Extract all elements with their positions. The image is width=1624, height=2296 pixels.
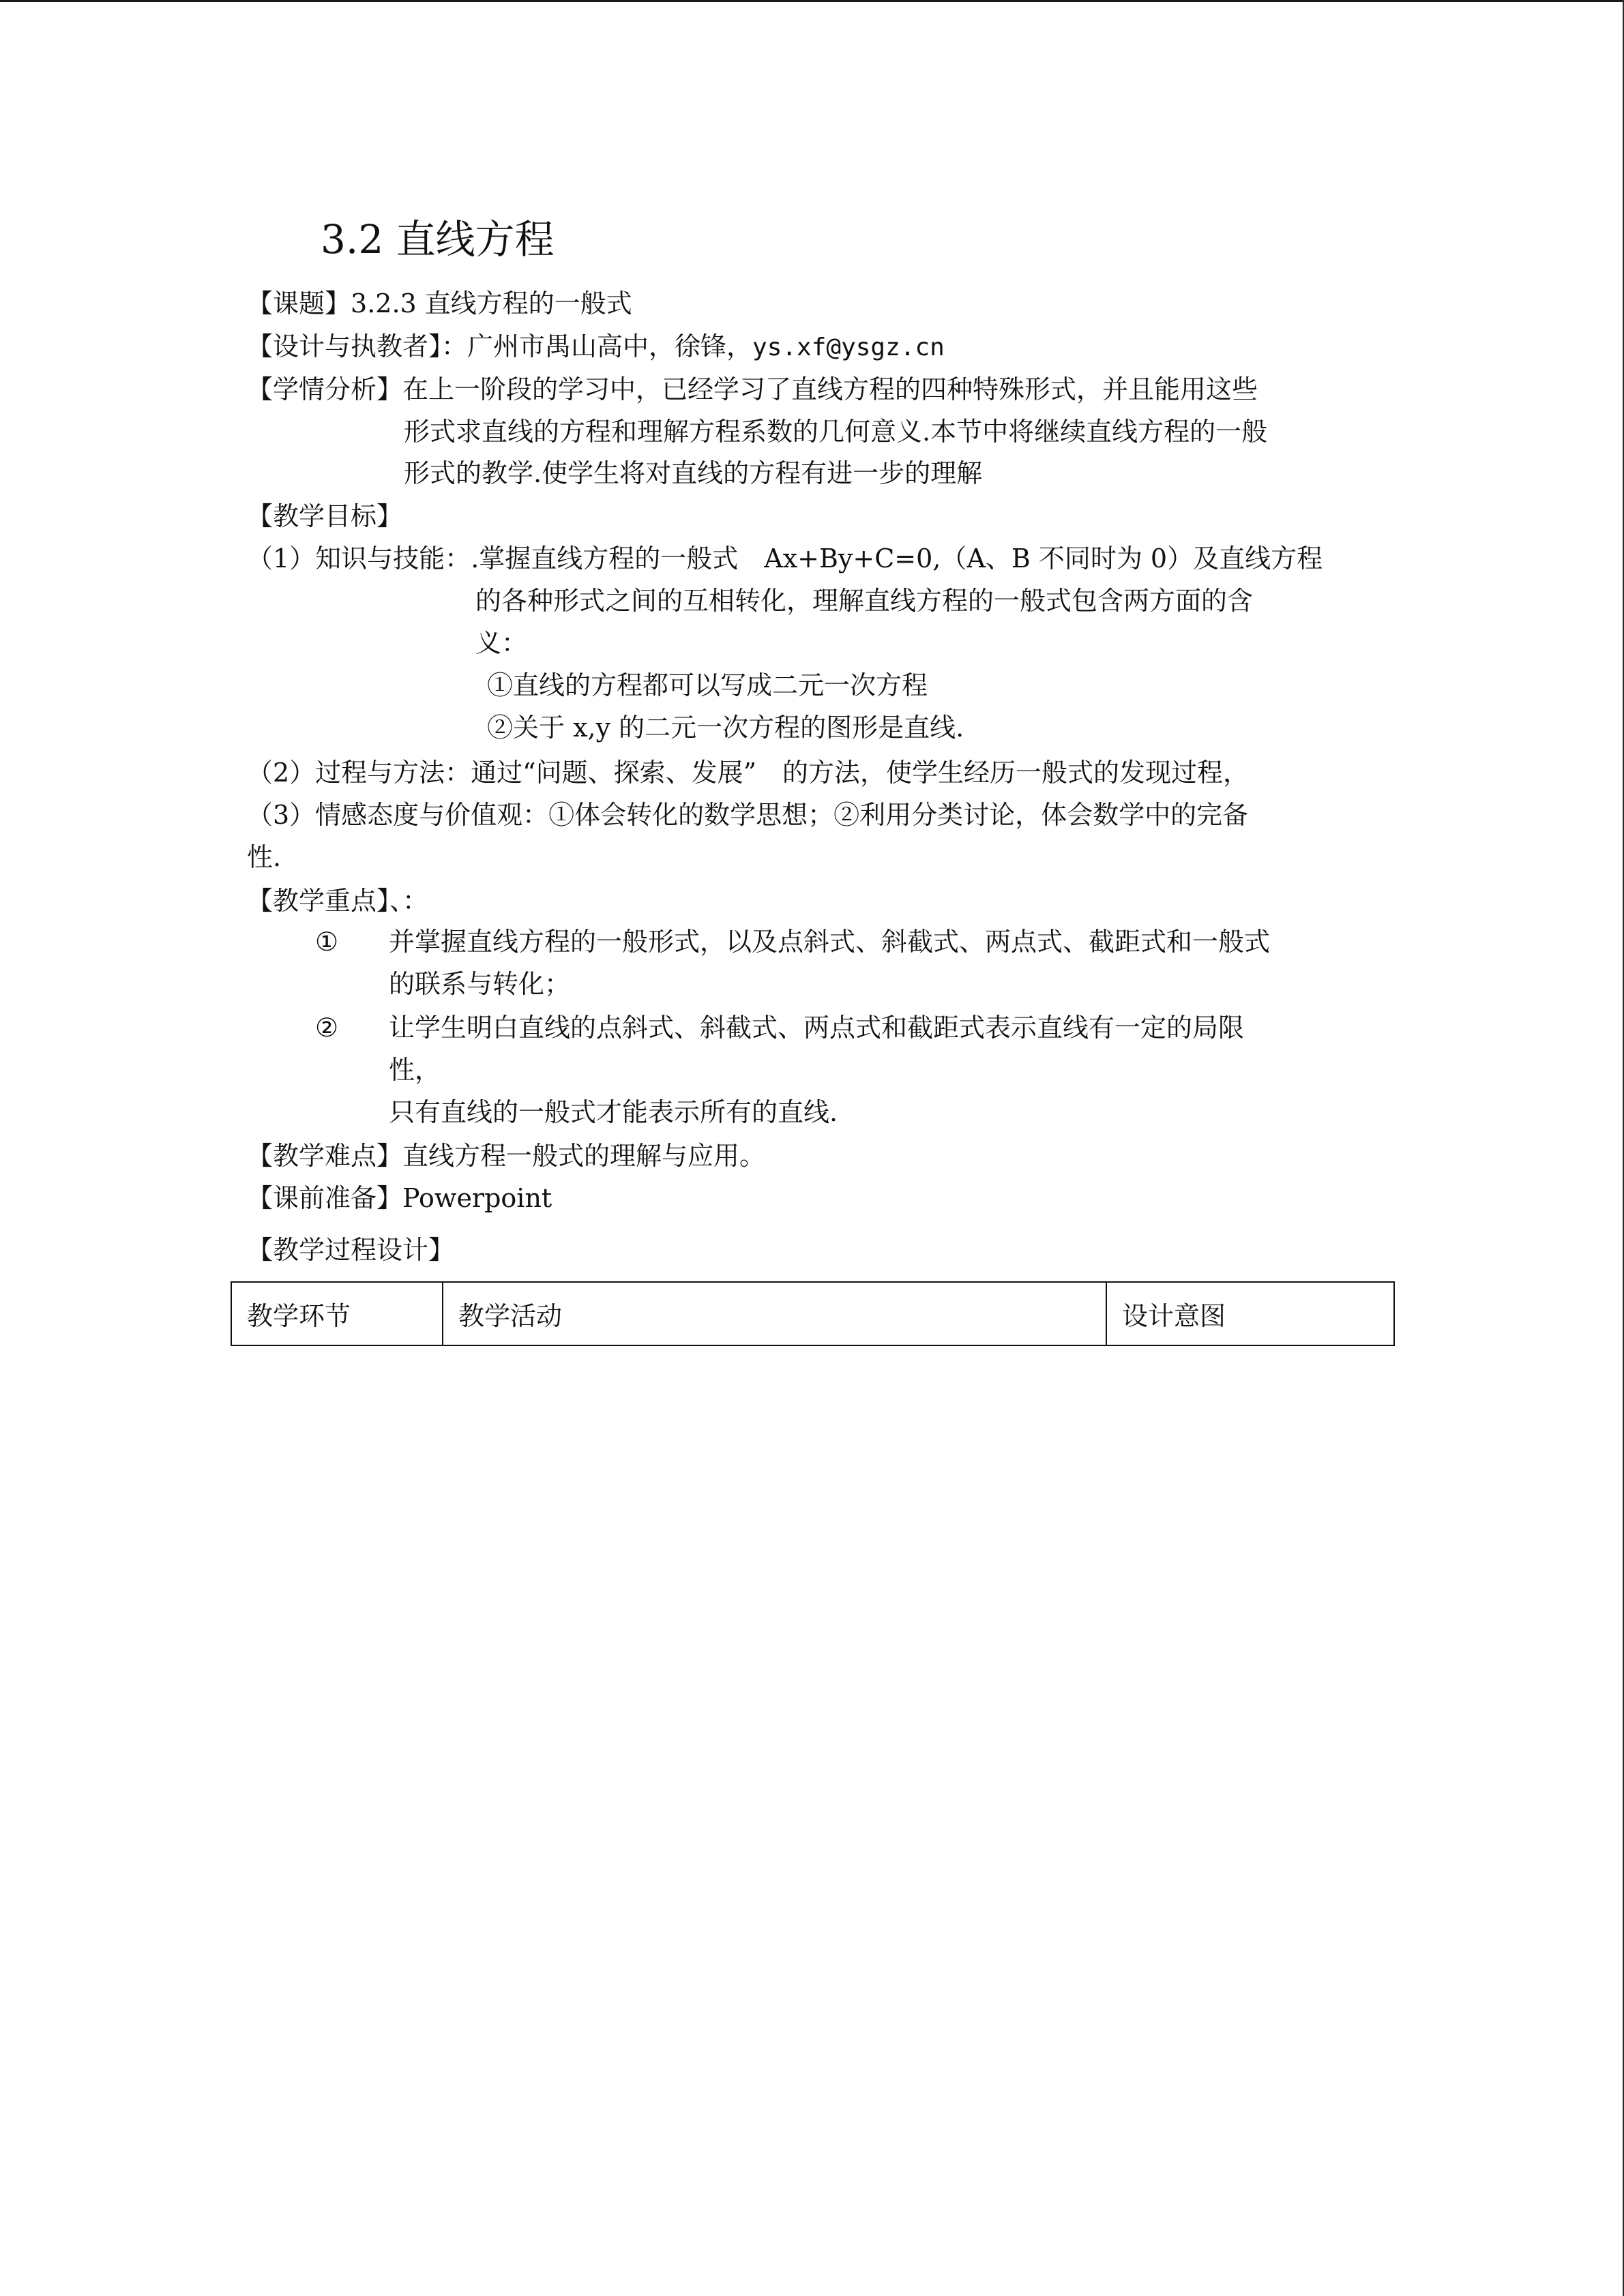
analysis-label: 【学情分析】 — [247, 374, 403, 404]
key-point-2-marker: ② — [315, 1013, 339, 1043]
key-points-label: 【教学重点】、： — [247, 886, 429, 916]
analysis-line-2: 形式求直线的方程和理解方程系数的几何意义.本节中将继续直线方程的一般 — [404, 417, 1268, 447]
objectives-label: 【教学目标】 — [247, 501, 403, 531]
objective-3-line-2: 性. — [247, 842, 282, 872]
difficulty-label: 【教学难点】 — [247, 1141, 403, 1171]
preparation-row — [247, 1180, 552, 1216]
designer-row — [247, 329, 945, 366]
topic-row — [247, 286, 632, 321]
objective-1-row — [247, 541, 1323, 576]
objective-1-line-1: .掌握直线方程的一般式 Ax+By+C=0,（A、B 不同时为 0）及直线方程 — [471, 543, 1323, 573]
document-title: 3.2 直线方程 — [321, 216, 555, 263]
objective-1-line-3: 义： — [475, 628, 528, 658]
preparation-value: Powerpoint — [402, 1183, 552, 1213]
table-header-cell: 设计意图 — [1106, 1282, 1394, 1345]
difficulty-value: 直线方程一般式的理解与应用。 — [402, 1141, 766, 1171]
key-point-1-line-1: 并掌握直线方程的一般形式，以及点斜式、斜截式、两点式、截距式和一般式 — [389, 927, 1271, 957]
analysis-row — [247, 372, 1258, 407]
objective-2: （2）过程与方法：通过“问题、探索、发展” 的方法，使学生经历一般式的发现过程， — [247, 758, 1250, 788]
table-header-cell: 教学活动 — [443, 1282, 1106, 1345]
objective-1-prefix: （1）知识与技能： — [247, 543, 471, 573]
difficulty-row — [247, 1138, 765, 1174]
topic-value: 3.2.3 直线方程的一般式 — [351, 288, 632, 318]
objective-1-sub-1: ①直线的方程都可以写成二元一次方程 — [487, 670, 928, 700]
designer-info: ：广州市禺山高中，徐锋， — [441, 331, 753, 361]
page-top-border — [0, 0, 1624, 2]
key-point-2-line-1: 让学生明白直线的点斜式、斜截式、两点式和截距式表示直线有一定的局限 — [389, 1013, 1245, 1043]
analysis-line-3: 形式的教学.使学生将对直线的方程有进一步的理解 — [404, 458, 983, 488]
objective-1-sub-2: ②关于 x,y 的二元一次方程的图形是直线. — [487, 713, 964, 743]
table-header-cell: 教学环节 — [231, 1282, 443, 1345]
analysis-line-1: 在上一阶段的学习中，已经学习了直线方程的四种特殊形式，并且能用这些 — [402, 374, 1258, 404]
topic-label: 【课题】 — [247, 288, 351, 318]
objective-1-line-2: 的各种形式之间的互相转化，理解直线方程的一般式包含两方面的含 — [475, 586, 1254, 616]
table-header-row — [231, 1282, 1394, 1345]
key-point-1-marker: ① — [315, 927, 339, 957]
key-point-2-line-3: 只有直线的一般式才能表示所有的直线. — [389, 1097, 838, 1127]
key-point-1-line-2: 的联系与转化； — [389, 969, 571, 999]
designer-email: ys.xf@ysgz.cn — [752, 333, 945, 361]
designer-label: 【设计与执教者】 — [247, 331, 442, 361]
preparation-label: 【课前准备】 — [247, 1183, 403, 1213]
process-label: 【教学过程设计】 — [247, 1235, 455, 1265]
key-point-2-line-2: 性， — [389, 1055, 441, 1085]
objective-3-line-1: （3）情感态度与价值观：①体会转化的数学思想；②利用分类讨论，体会数学中的完备 — [247, 800, 1249, 830]
process-table — [231, 1281, 1395, 1346]
